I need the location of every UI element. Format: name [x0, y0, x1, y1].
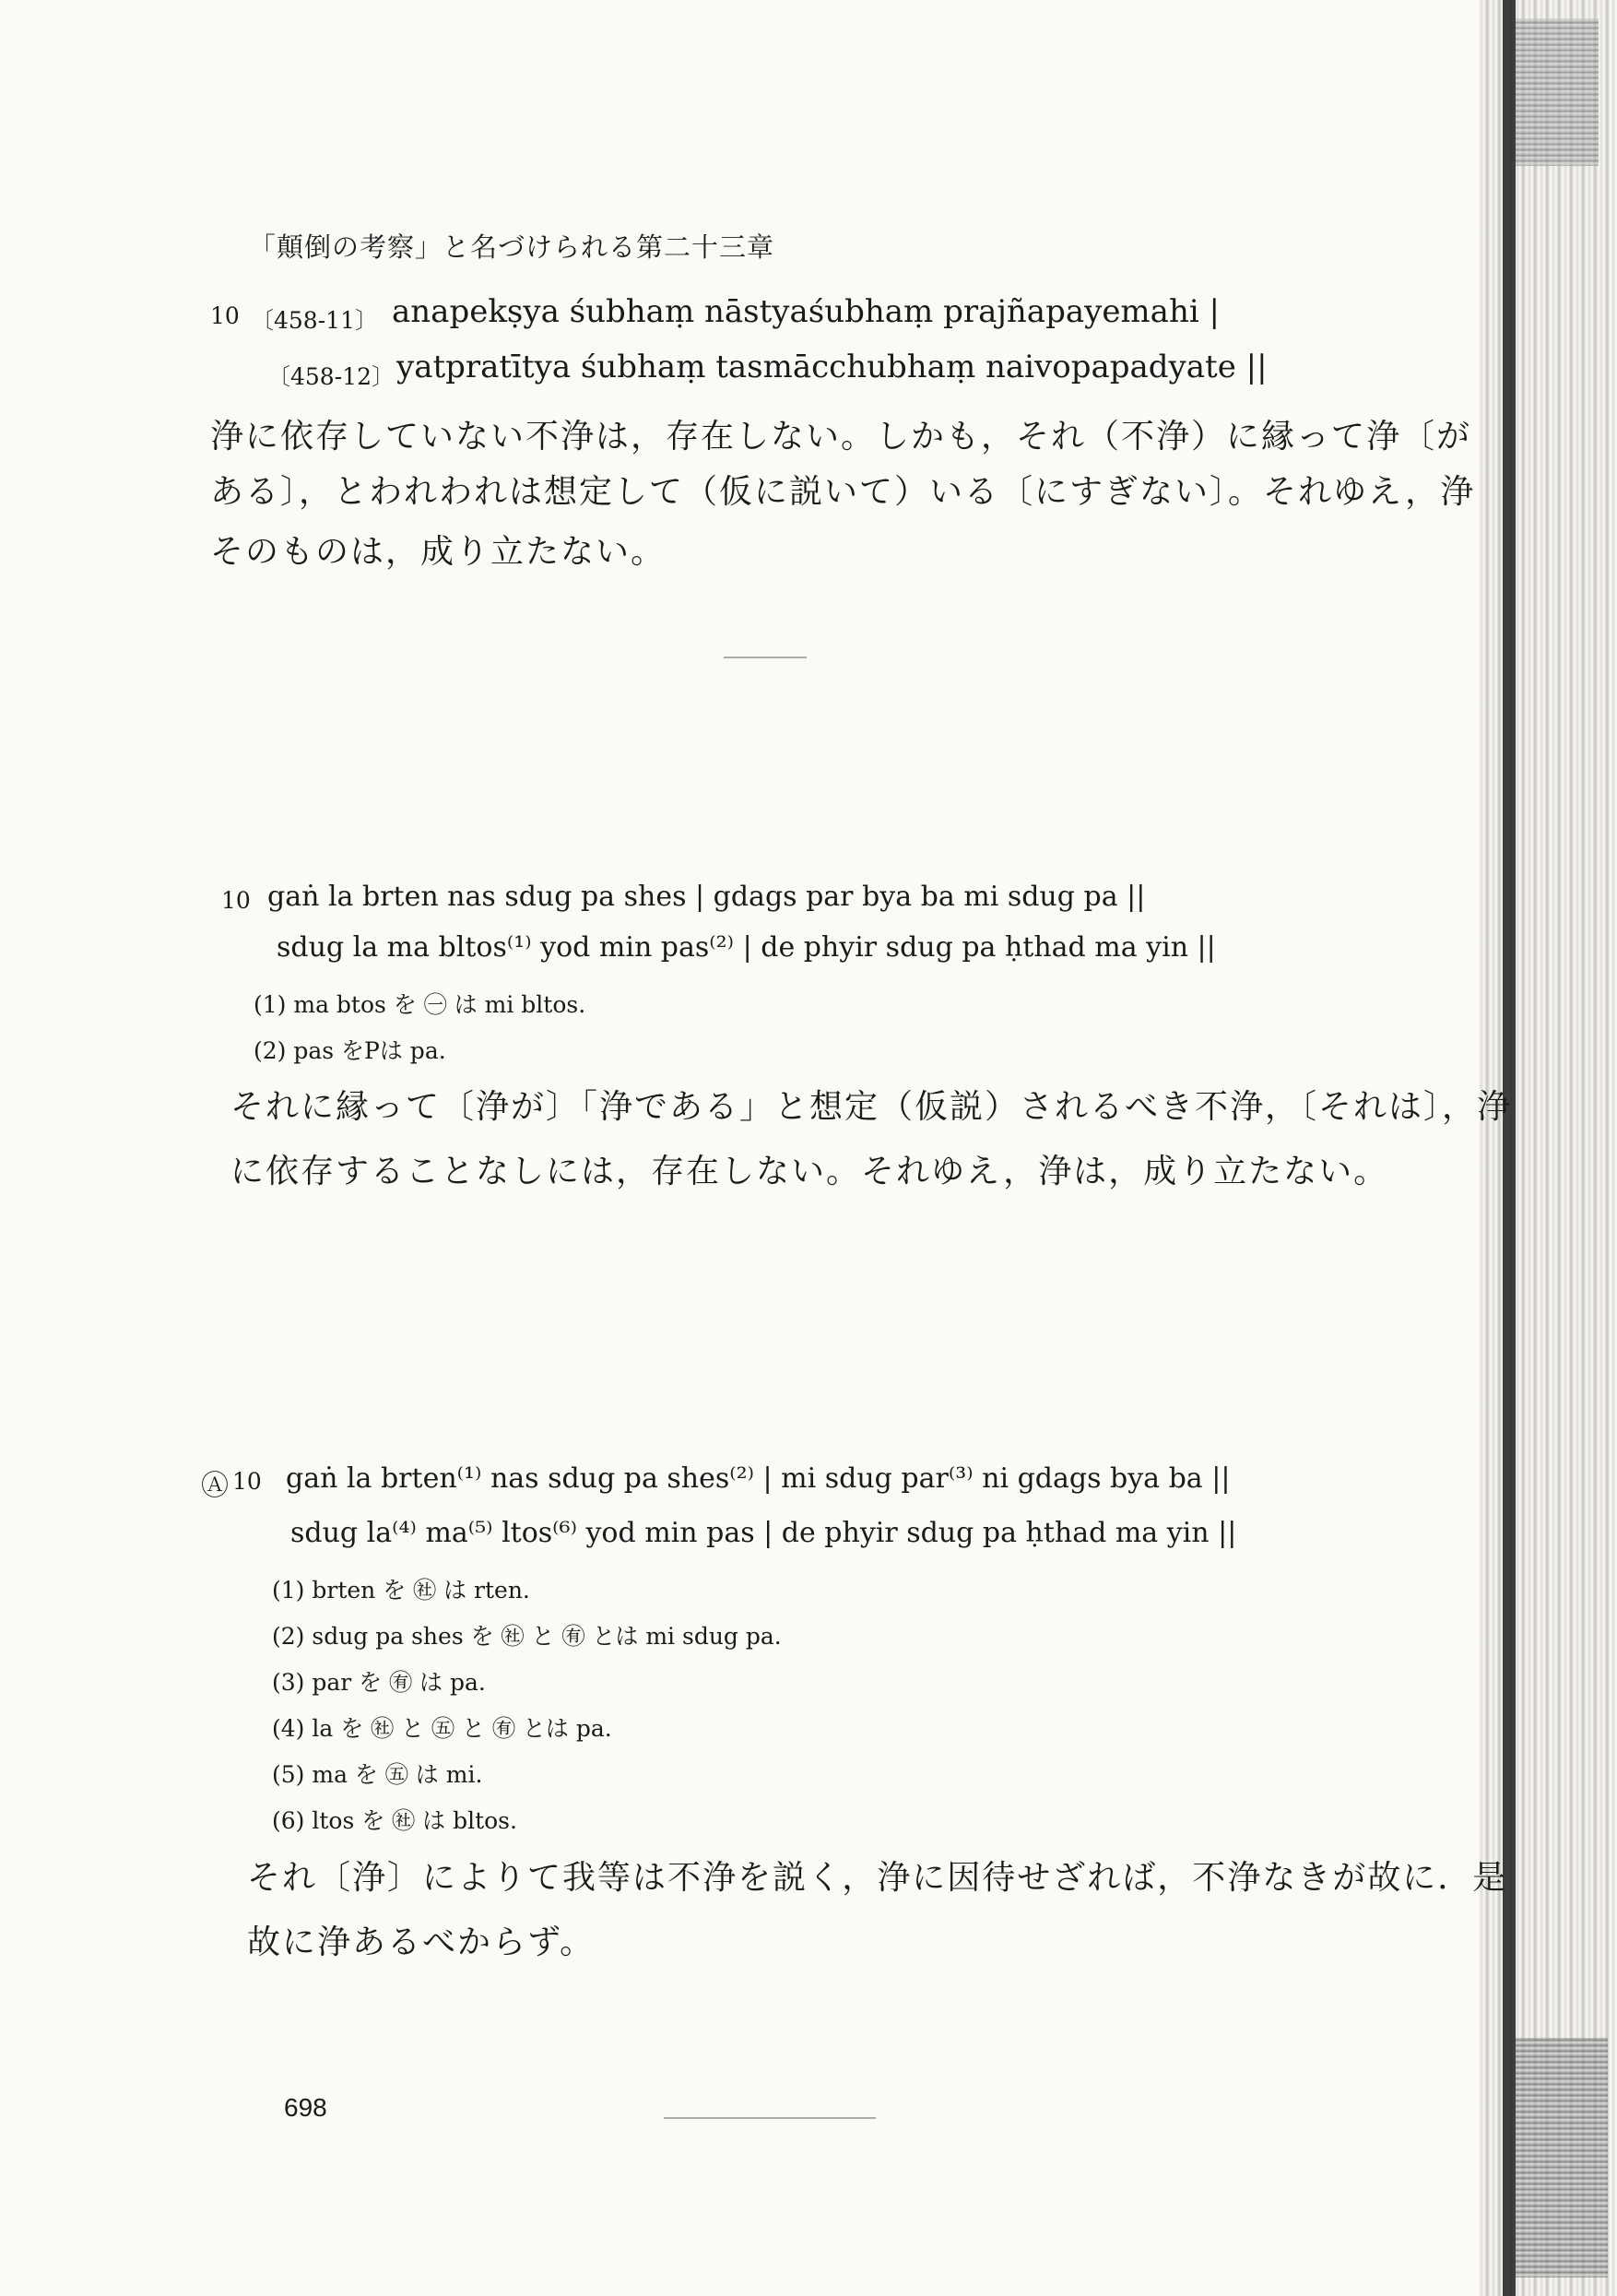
scan-speck — [664, 2117, 876, 2119]
tibetan-note-2: (2) pas をPは pa. — [254, 1037, 446, 1064]
sanskrit-line-2: yatpratītya śubhaṃ tasmācchubhaṃ naivopapadyate || — [396, 349, 1268, 385]
translation-3-line-1: それ〔浄〕によりて我等は不浄を説く，浄に因待せざれば，不浄なきが故に．是 — [247, 1859, 1508, 1897]
chapter-heading: 「顛倒の考察」と名づけられる第二十三章 — [249, 231, 775, 263]
chinese-note-3: (3) par を ㊒ は pa. — [272, 1669, 486, 1696]
tibetan-verse-number: 10 — [221, 887, 251, 914]
page-edge-line — [1503, 0, 1516, 2296]
sanskrit-verse-number: 10 — [210, 302, 240, 329]
sanskrit-ref-1: 〔458-11〕 — [251, 307, 378, 334]
scan-noise-top — [1516, 18, 1599, 166]
translation-1-line-2: ある〕，とわれわれは想定して（仮に説いて）いる〔にすぎない〕。それゆえ，浄 — [210, 473, 1476, 511]
sanskrit-line-1: anapekṣya śubhaṃ nāstyaśubhaṃ prajñapayemahi | — [392, 293, 1220, 330]
sanskrit-ref-2: 〔458-12〕 — [267, 363, 395, 390]
chinese-note-4: (4) la を ㊓ と ㊄ と ㊒ とは pa. — [272, 1715, 612, 1742]
translation-1-line-3: そのものは，成り立たない。 — [210, 533, 667, 571]
tibetan-note-1: (1) ma btos を ㊀ は mi bltos. — [254, 991, 586, 1018]
chinese-tibetan-line-2: sdug la⁽⁴⁾ ma⁽⁵⁾ ltos⁽⁶⁾ yod min pas | de phyir sdug pa ḥthad ma yin || — [290, 1517, 1237, 1549]
chinese-note-6: (6) ltos を ㊓ は bltos. — [272, 1807, 517, 1834]
chinese-version-marker: Ⓐ — [201, 1470, 229, 1502]
chinese-note-1: (1) brten を ㊓ は rten. — [272, 1577, 530, 1604]
translation-1-line-1: 浄に依存していない不浄は，存在しない。しかも，それ（不浄）に縁って浄〔が — [210, 418, 1472, 456]
tibetan-line-1: gaṅ la brten nas sdug pa shes | gdags par bya ba mi sdug pa || — [267, 881, 1146, 913]
chinese-note-5: (5) ma を ㊄ は mi. — [272, 1761, 483, 1788]
scan-noise-bottom — [1516, 2038, 1608, 2278]
page-number: 698 — [284, 2093, 327, 2122]
scan-speck — [724, 657, 807, 658]
page-edge-shadow — [1479, 0, 1617, 2296]
translation-2-line-2: に依存することなしには，存在しない。それゆえ，浄は，成り立たない。 — [230, 1153, 1389, 1190]
translation-3-line-2: 故に浄あるべからず。 — [247, 1923, 596, 1961]
chinese-tibetan-line-1: gaṅ la brten⁽¹⁾ nas sdug pa shes⁽²⁾ | mi sdug par⁽³⁾ ni gdags bya ba || — [286, 1462, 1231, 1495]
tibetan-line-2: sdug la ma bltos⁽¹⁾ yod min pas⁽²⁾ | de phyir sdug pa ḥthad ma yin || — [277, 931, 1216, 964]
chinese-note-2: (2) sdug pa shes を ㊓ と ㊒ とは mi sdug pa. — [272, 1623, 782, 1650]
chinese-verse-number: 10 — [232, 1468, 262, 1495]
translation-2-line-1: それに縁って〔浄が〕「浄である」と想定（仮説）されるべき不浄，〔それは〕，浄 — [230, 1088, 1513, 1126]
